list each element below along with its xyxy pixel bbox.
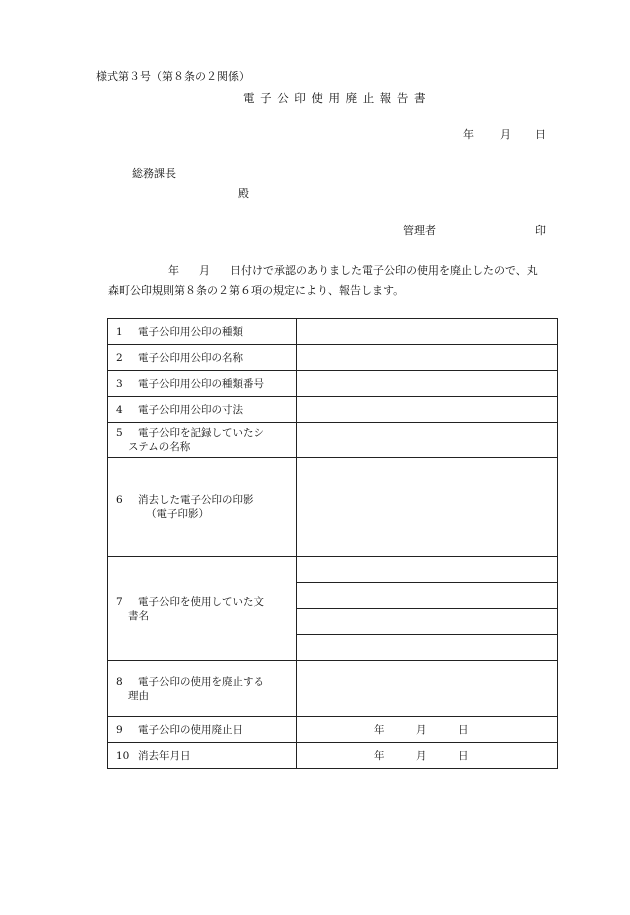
row-label: 8 電子公印の使用を廃止する 理由 <box>108 661 297 717</box>
body-paragraph-line2: 森町公印規則第８条の２第６項の規定により、報告します。 <box>108 284 405 297</box>
date-year-label: 年 <box>374 749 385 762</box>
date-day-label: 日 <box>458 749 469 762</box>
table-row <box>108 371 558 397</box>
body-paragraph-text: 日付けで承認のありました電子公印の使用を廃止したので、丸 <box>230 264 538 277</box>
form-number-label: 様式第３号（第８条の２関係） <box>96 70 250 83</box>
document-name-field-3[interactable] <box>297 609 558 635</box>
table-row <box>108 743 558 769</box>
manager-label: 管理者 <box>403 224 436 237</box>
document-name-field-4[interactable] <box>297 635 558 661</box>
seal-label: 印 <box>535 224 546 237</box>
seal-type-number-field[interactable] <box>297 371 558 397</box>
table-row <box>108 458 558 557</box>
table-row <box>108 423 558 458</box>
date-month-label: 月 <box>416 749 427 762</box>
seal-type-field[interactable] <box>297 319 558 345</box>
system-name-field[interactable] <box>297 423 558 458</box>
report-date-month-label: 月 <box>500 128 511 141</box>
seal-size-field[interactable] <box>297 397 558 423</box>
report-date-year-label: 年 <box>463 128 474 141</box>
report-date-day-label: 日 <box>535 128 546 141</box>
row-label: 9 電子公印の使用廃止日 <box>108 717 297 743</box>
erasure-date-field[interactable] <box>297 743 558 769</box>
report-form-table <box>107 318 558 769</box>
approval-month-label: 月 <box>199 264 210 277</box>
table-row <box>108 661 558 717</box>
table-row <box>108 319 558 345</box>
body-paragraph-line1 <box>168 264 538 278</box>
row-label: 1 電子公印用公印の種類 <box>108 319 297 345</box>
table-row <box>108 717 558 743</box>
date-month-label: 月 <box>416 723 427 736</box>
row-label: 3 電子公印用公印の種類番号 <box>108 371 297 397</box>
row-label: 7 電子公印を使用していた文 書名 <box>108 557 297 661</box>
table-row <box>108 345 558 371</box>
seal-name-field[interactable] <box>297 345 558 371</box>
abolition-reason-field[interactable] <box>297 661 558 717</box>
row-label: 2 電子公印用公印の名称 <box>108 345 297 371</box>
row-label: 6 消去した電子公印の印影 （電子印影） <box>108 458 297 557</box>
row-label: 10 消去年月日 <box>108 743 297 769</box>
abolition-date-field[interactable] <box>297 717 558 743</box>
row-label: 4 電子公印用公印の寸法 <box>108 397 297 423</box>
date-year-label: 年 <box>374 723 385 736</box>
recipient-honorific: 殿 <box>238 187 249 200</box>
seal-impression-field[interactable] <box>297 458 558 557</box>
recipient-title: 総務課長 <box>132 167 176 180</box>
table-row <box>108 557 558 583</box>
document-title: 電子公印使用廃止報告書 <box>243 91 432 105</box>
document-name-field-1[interactable] <box>297 557 558 583</box>
approval-year-label: 年 <box>168 264 179 277</box>
table-row <box>108 397 558 423</box>
document-name-field-2[interactable] <box>297 583 558 609</box>
date-day-label: 日 <box>458 723 469 736</box>
row-label: 5 電子公印を記録していたシ ステムの名称 <box>108 423 297 458</box>
